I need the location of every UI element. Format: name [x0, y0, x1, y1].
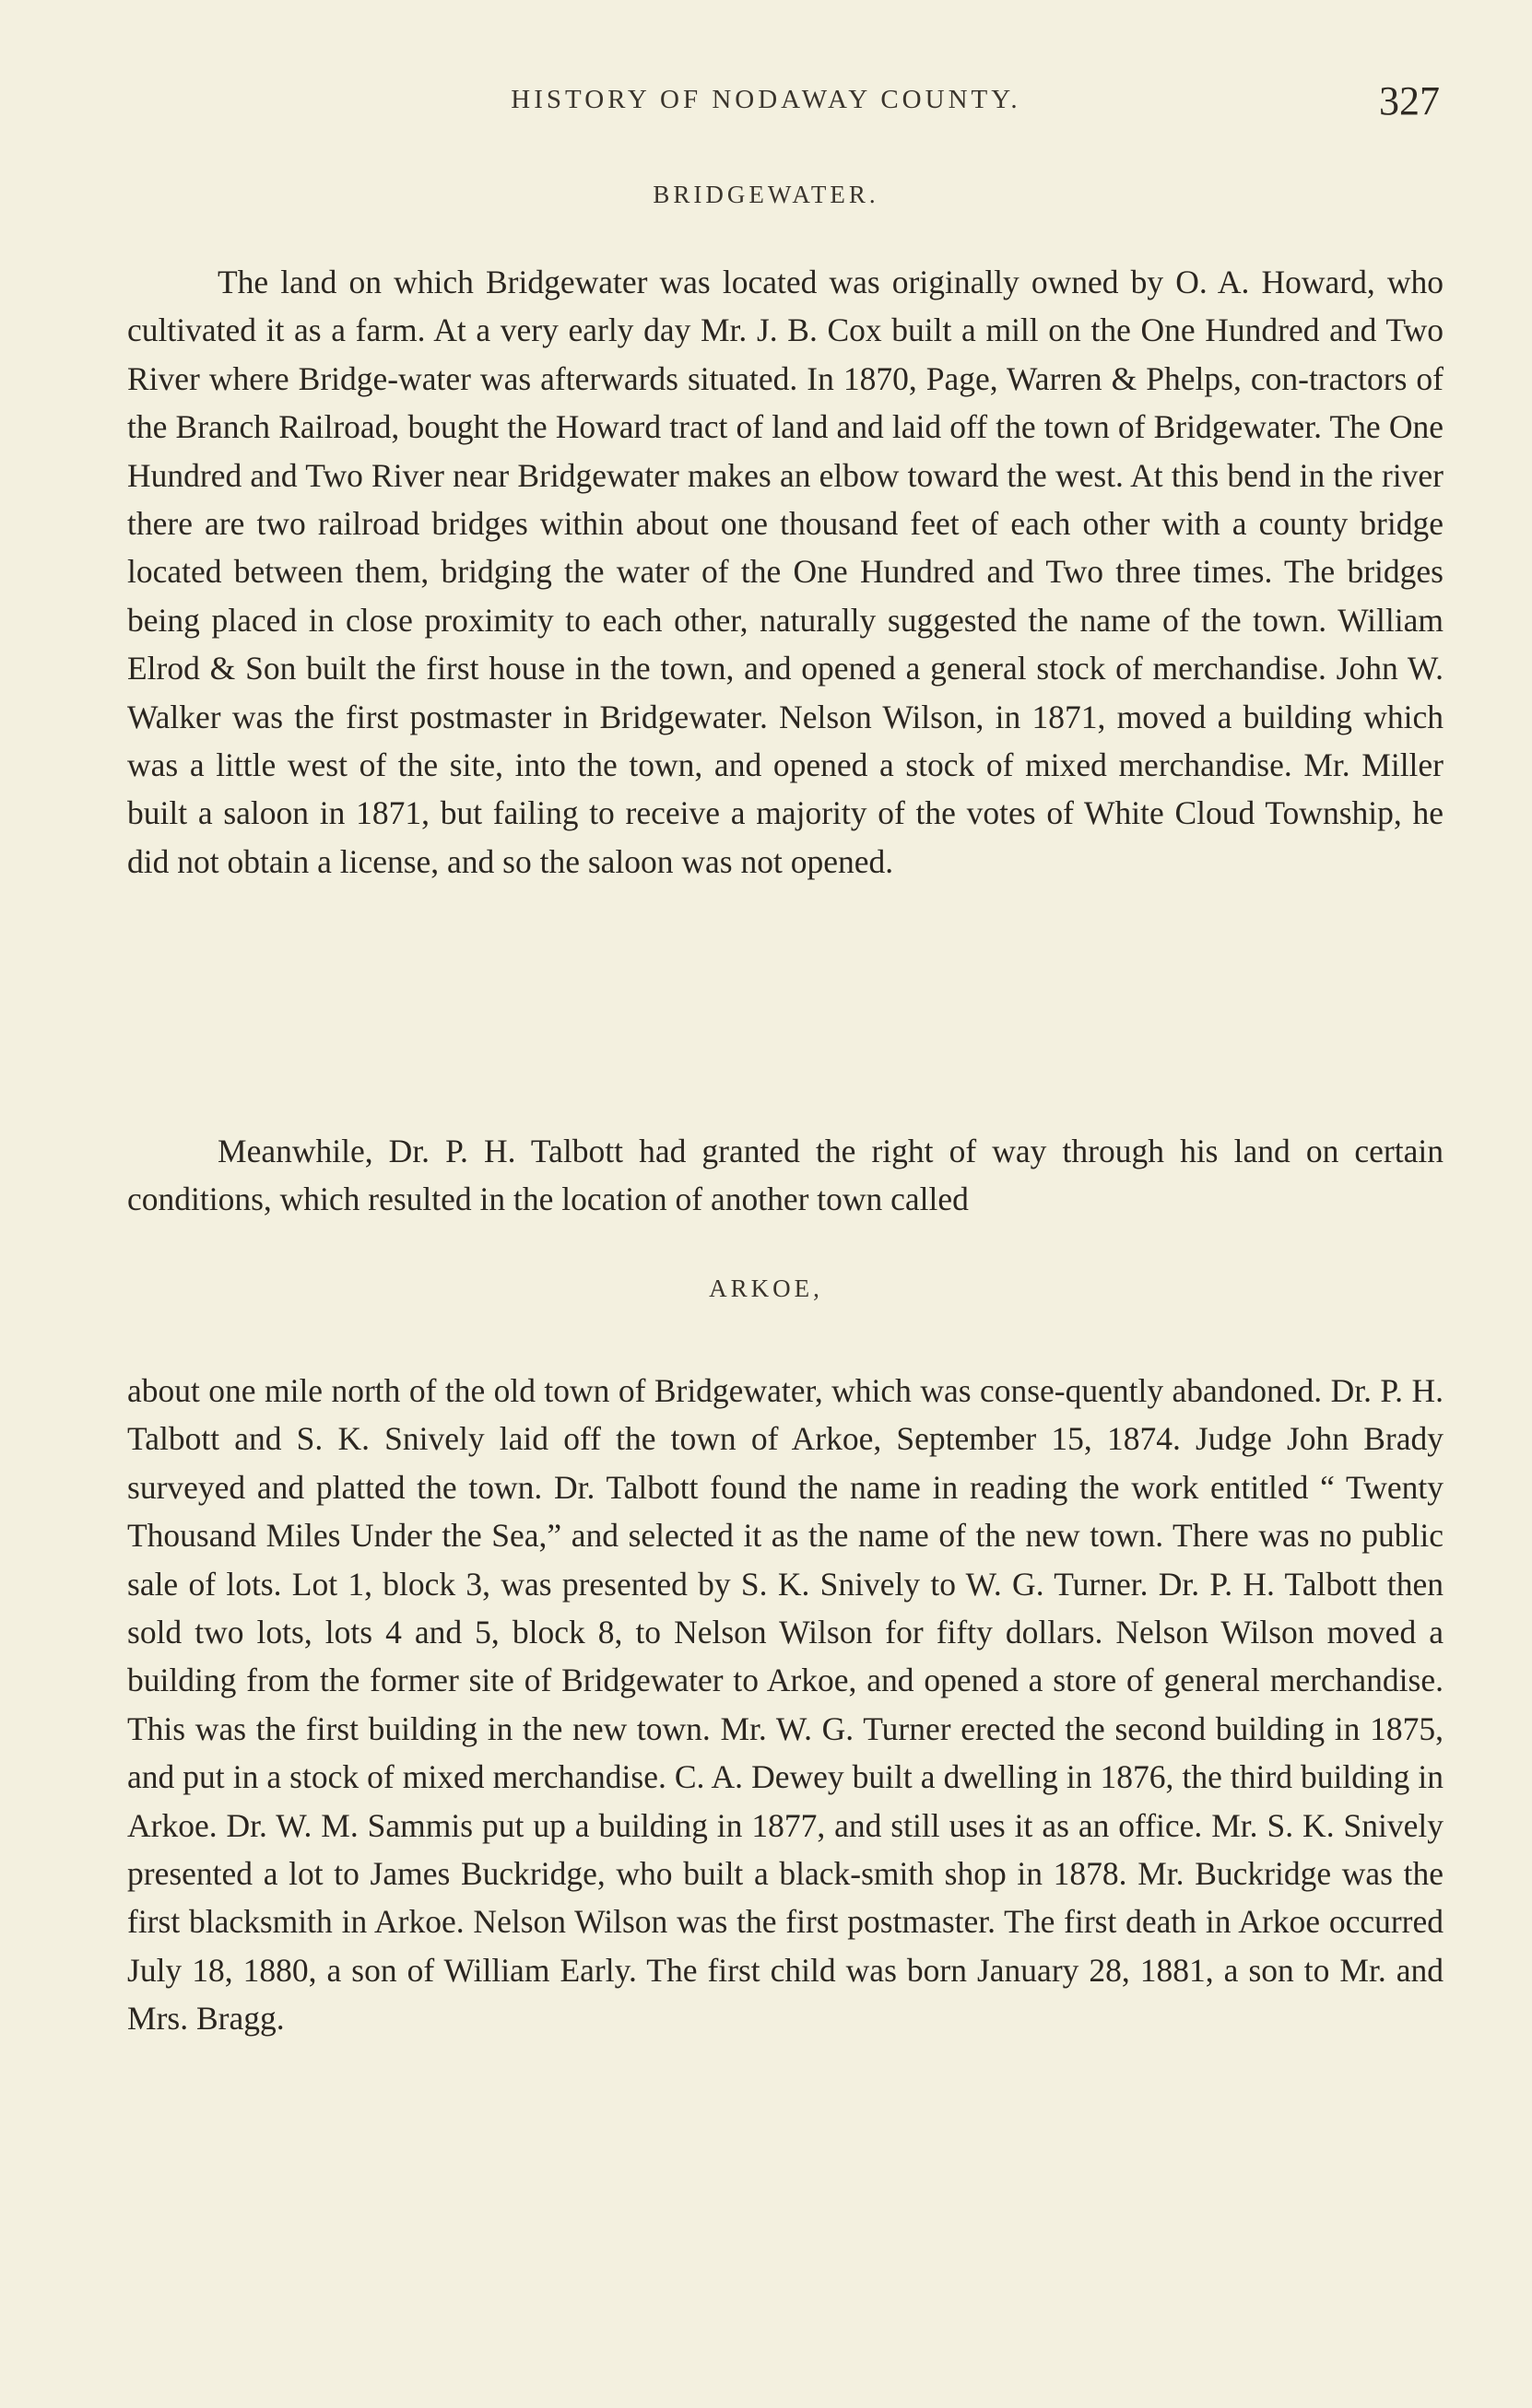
- section-heading-bridgewater: BRIDGEWATER.: [653, 181, 879, 208]
- paragraph-talbott-right-of-way: Meanwhile, Dr. P. H. Talbott had granted the right of way through his land on certain conditions, which resulted in the location of another town called: [127, 1133, 1444, 1218]
- paragraph-bridgewater-history: The land on which Bridgewater was located was originally owned by O. A. Howard, who cultivated it as a farm. At a very early day Mr. J. B. Cox built a mill on the One Hundred and Two River where Bridge-water was afterwards situated. In 1870, Page, Warren & Phelps, con-tractors of the Branch Railroad, bought the Howard tract of land and laid off the town of Bridgewater. The One Hundred and Two River near Bridgewater makes an elbow toward the west. At this bend in the river there are two railroad bridges within about one thousand feet of each other with a county bridge located between them, bridging the water of the One Hundred and Two three times. The bridges being placed in close proximity to each other, naturally suggested the name of the town. William Elrod & Son built the first house in the town, and opened a general stock of merchandise. John W. Walker was the first postmaster in Bridgewater. Nelson Wilson, in 1871, moved a building which was a little west of the site, into the town, and opened a stock of mixed merchandise. Mr. Miller built a saloon in 1871, but failing to receive a majority of the votes of White Cloud Township, he did not obtain a license, and so the saloon was not opened.: [127, 264, 1444, 880]
- page-number: 327: [1379, 78, 1440, 123]
- paragraph-arkoe-history: about one mile north of the old town of Bridgewater, which was conse-quently abandoned. Dr. P. H. Talbott and S. K. Snively laid off the town of Arkoe, September 15, 1874. Judge John Brady surveyed and platted the town. Dr. Talbott found the name in reading the work entitled “ Twenty Thousand Miles Under the Sea,” and selected it as the name of the new town. There was no public sale of lots. Lot 1, block 3, was presented by S. K. Snively to W. G. Turner. Dr. P. H. Talbott then sold two lots, lots 4 and 5, block 8, to Nelson Wilson for fifty dollars. Nelson Wilson moved a building from the former site of Bridgewater to Arkoe, and opened a store of general merchandise. This was the first building in the new town. Mr. W. G. Turner erected the second building in 1875, and put in a stock of mixed merchandise. C. A. Dewey built a dwelling in 1876, the third building in Arkoe. Dr. W. M. Sammis put up a building in 1877, and still uses it as an office. Mr. S. K. Snively presented a lot to James Buckridge, who built a black-smith shop in 1878. Mr. Buckridge was the first blacksmith in Arkoe. Nelson Wilson was the first postmaster. The first death in Arkoe occurred July 18, 1880, a son of William Early. The first child was born January 28, 1881, a son to Mr. and Mrs. Bragg.: [127, 1372, 1444, 2038]
- section-heading-arkoe: ARKOE,: [709, 1274, 823, 1302]
- running-title: HISTORY OF NODAWAY COUNTY.: [511, 85, 1021, 114]
